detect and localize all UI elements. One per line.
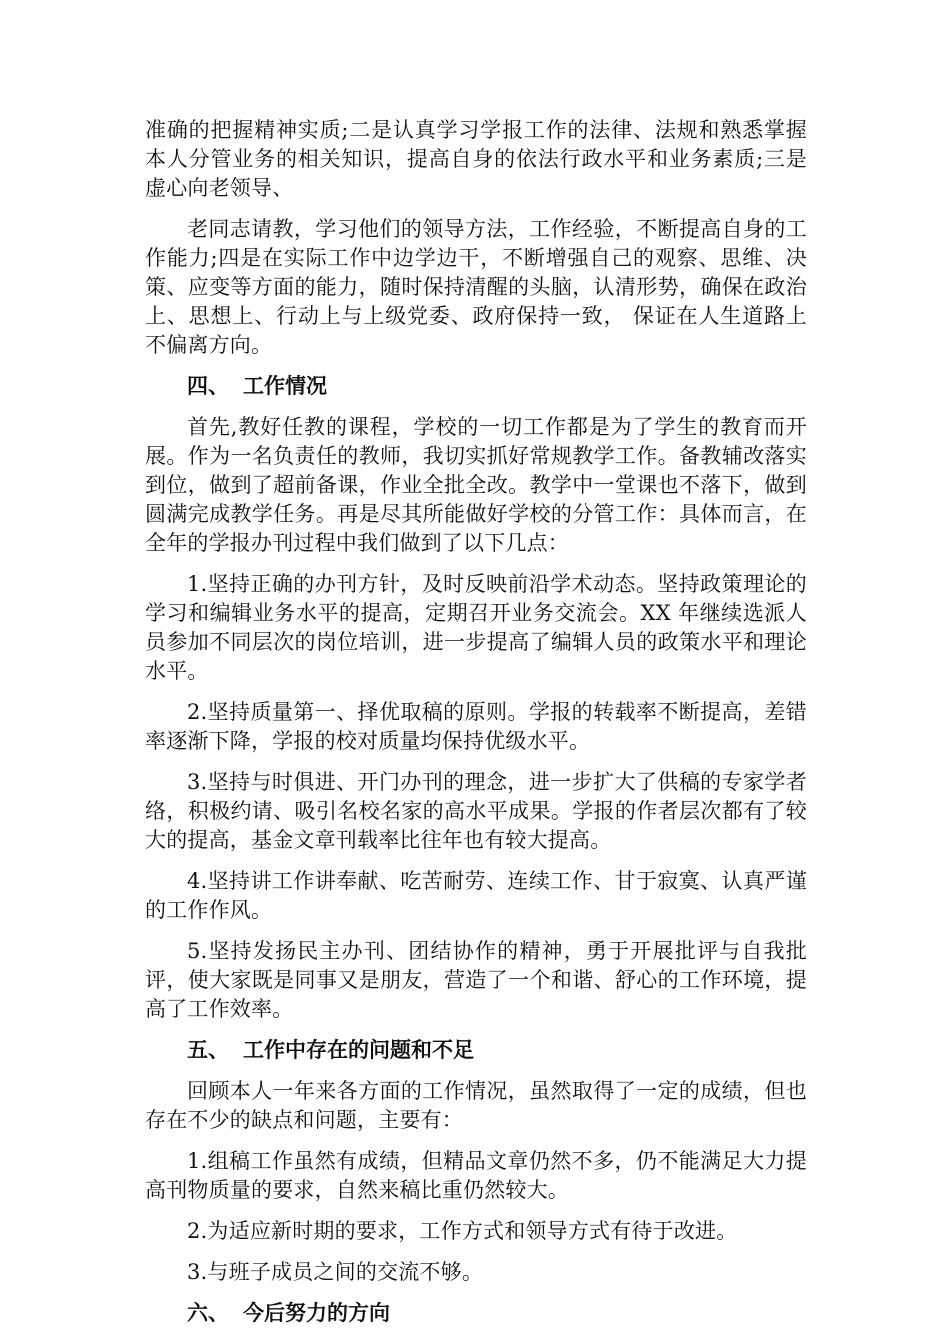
list-item-5: 5.坚持发扬民主办刊、团结协作的精神，勇于开展批评与自我批评，使大家既是同事又是朋友，营造了一个和谐、舒心的工作环境，提高了工作效率。	[145, 939, 807, 1021]
paragraph-study: 老同志请教，学习他们的领导方法，工作经验，不断提高自身的工作能力;四是在实际工作中边学边干，不断增强自己的观察、思维、决策、应变等方面的能力，随时保持清醒的头脑，认清形势，确保在政治上、思想上、行动上与上级党委、政府保持一致， 保证在人生道路上不偏离方向。	[145, 217, 807, 357]
list-item-2: 2.坚持质量第一、择优取稿的原则。学报的转载率不断提高，差错率逐渐下降，学报的校对质量均保持优级水平。	[145, 700, 807, 753]
paragraph-work-intro: 首先,教好任教的课程，学校的一切工作都是为了学生的教育而开展。作为一名负责任的教师，我切实抓好常规教学工作。备教辅改落实到位，做到了超前备课，作业全批全改。教学中一堂课也不落下，做到圆满完成教学任务。再是尽其所能做好学校的分管工作：具体而言，在全年的学报办刊过程中我们做到了以下几点：	[145, 415, 807, 555]
paragraph-problems-intro: 回顾本人一年来各方面的工作情况，虽然取得了一定的成绩，但也存在不少的缺点和问题，主要有：	[145, 1079, 807, 1132]
problem-item-2: 2.为适应新时期的要求，工作方式和领导方式有待于改进。	[187, 1219, 738, 1243]
section-number: 五、	[187, 1038, 229, 1062]
section-heading-future	[145, 1299, 807, 1328]
list-item-3: 3.坚持与时俱进、开门办刊的理念，进一步扩大了供稿的专家学者络，积极约请、吸引名校名家的高水平成果。学报的作者层次都有了较大的提高，基金文章刊载率比往年也有较大提高。	[145, 770, 807, 852]
section-title: 今后努力的方向	[243, 1301, 390, 1325]
list-item-4: 4.坚持讲工作讲奉献、吃苦耐劳、连续工作、甘于寂寞、认真严谨的工作作风。	[145, 869, 807, 922]
list-item-1: 1.坚持正确的办刊方针，及时反映前沿学术动态。坚持政策理论的学习和编辑业务水平的提高，定期召开业务交流会。XX 年继续选派人员参加不同层次的岗位培训，进一步提高了编辑人员的政策水平和理论水平。	[145, 572, 807, 683]
section-number: 四、	[187, 374, 229, 398]
section-title: 工作中存在的问题和不足	[243, 1038, 474, 1062]
document-page	[145, 116, 807, 1340]
problem-item-3: 3.与班子成员之间的交流不够。	[187, 1260, 484, 1284]
section-number: 六、	[187, 1301, 229, 1325]
section-title: 工作情况	[243, 374, 327, 398]
paragraph-continuation: 准确的把握精神实质;二是认真学习学报工作的法律、法规和熟悉掌握本人分管业务的相关知识，提高自身的依法行政水平和业务素质;三是虚心向老领导、	[145, 118, 807, 200]
problem-item-1: 1.组稿工作虽然有成绩，但精品文章仍然不多，仍不能满足大力提高刊物质量的要求，自然来稿比重仍然较大。	[145, 1149, 807, 1202]
section-heading-work	[145, 372, 807, 401]
section-heading-problems	[145, 1036, 807, 1065]
